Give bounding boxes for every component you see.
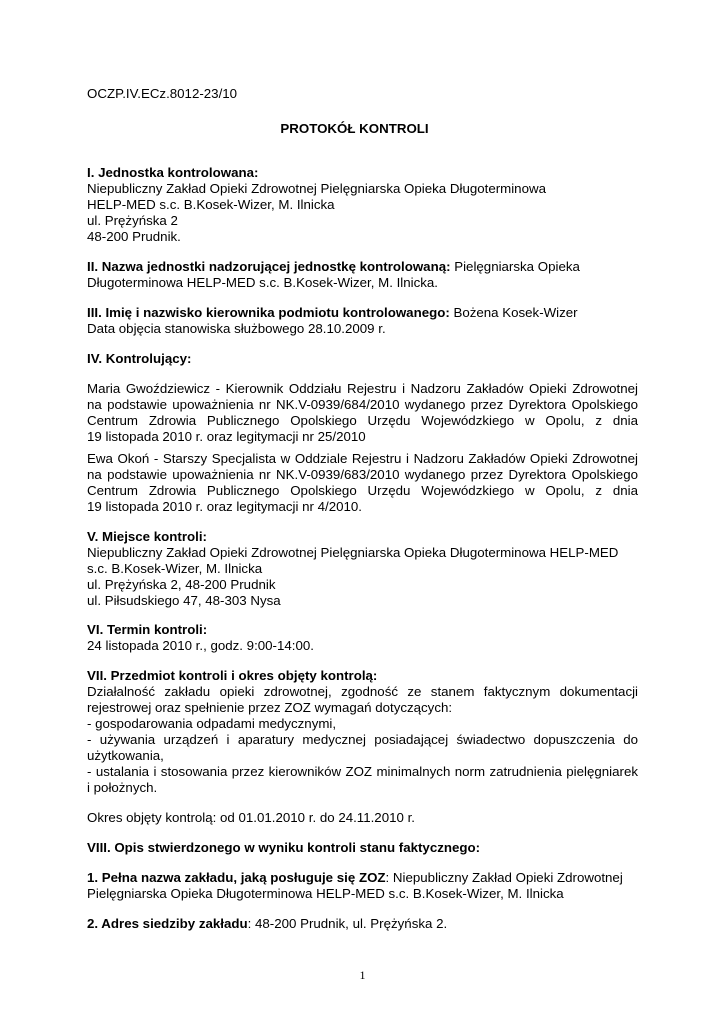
section-7-line: Działalność zakładu opieki zdrowotnej, zgodność ze stanem faktycznym dokumentacji xyxy=(87,684,638,699)
section-8-heading: VIII. Opis stwierdzonego w wyniku kontroli stanu faktycznego: xyxy=(87,840,481,855)
section-2-line2: Długoterminowa HELP-MED s.c. B.Kosek-Wizer, M. Ilnicka. xyxy=(87,275,438,290)
inspector-2-line: 19 listopada 2010 r. oraz legitymacji nr 4/2010. xyxy=(87,499,362,514)
section-7-line: - gospodarowania odpadami medycznymi, xyxy=(87,716,337,731)
inspector-1-line: Maria Gwoździewicz - Kierownik Oddziału Rejestru i Nadzoru Zakładów Opieki Zdrowotnej xyxy=(87,381,638,396)
section-5-line: Niepubliczny Zakład Opieki Zdrowotnej Pielęgniarska Opieka Długoterminowa HELP-MED xyxy=(87,545,619,560)
document-title: PROTOKÓŁ KONTROLI xyxy=(280,121,429,136)
inspector-1-line: 19 listopada 2010 r. oraz legitymacji nr 25/2010 xyxy=(87,429,366,444)
section-6-heading: VI. Termin kontroli: xyxy=(87,622,208,637)
reference-number: OCZP.IV.ECz.8012-23/10 xyxy=(87,86,238,101)
section-7-line: - ustalania i stosowania przez kierowników ZOZ minimalnych norm zatrudnienia pielęgniarek xyxy=(87,764,638,779)
section-8-item-1-label: 1. Pełna nazwa zakładu, jaką posługuje się ZOZ xyxy=(87,870,386,885)
section-4-heading: IV. Kontrolujący: xyxy=(87,351,192,366)
section-1-line: HELP-MED s.c. B.Kosek-Wizer, M. Ilnicka xyxy=(87,197,335,212)
section-7-line: - używania urządzeń i aparatury medycznej posiadającej świadectwo dopuszczenia do xyxy=(87,732,638,747)
inspection-period: Okres objęty kontrolą: od 01.01.2010 r. do 24.11.2010 r. xyxy=(87,810,415,825)
section-5-line: s.c. B.Kosek-Wizer, M. Ilnicka xyxy=(87,561,263,576)
section-8-item-1-value: : Niepubliczny Zakład Opieki Zdrowotnej xyxy=(385,870,623,885)
page-number: 1 xyxy=(359,968,366,982)
section-1-line: 48-200 Prudnik. xyxy=(87,229,181,244)
section-2-heading: II. Nazwa jednostki nadzorującej jednostkę kontrolowaną: xyxy=(87,259,451,274)
section-3-heading: III. Imię i nazwisko kierownika podmiotu kontrolowanego: xyxy=(87,305,450,320)
section-7-line: rejestrowej oraz spełnienie przez ZOZ wymagań dotyczących: xyxy=(87,700,453,715)
inspector-2-line: na podstawie upoważnienia nr NK.V-0939/683/2010 wydanego przez Dyrektora Opolskiego xyxy=(87,467,638,482)
section-1-line: Niepubliczny Zakład Opieki Zdrowotnej Pielęgniarska Opieka Długoterminowa xyxy=(87,181,546,196)
section-5-line: ul. Prężyńska 2, 48-200 Prudnik xyxy=(87,577,276,592)
section-3-line2: Data objęcia stanowiska służbowego 28.10.2009 r. xyxy=(87,321,386,336)
inspector-2-line: Centrum Zdrowia Publicznego Opolskiego Urzędu Wojewódzkiego w Opolu, z dnia xyxy=(87,483,638,498)
section-7-line: i położnych. xyxy=(87,780,158,795)
section-8-item-2 xyxy=(87,916,447,932)
section-8-item-1-line2: Pielęgniarska Opieka Długoterminowa HELP-MED s.c. B.Kosek-Wizer, M. Ilnicka xyxy=(87,886,564,901)
section-8-item-1-line1 xyxy=(87,870,623,886)
section-7-line: użytkowania, xyxy=(87,748,164,763)
section-2-line1 xyxy=(87,259,580,275)
section-3-line1 xyxy=(87,305,578,321)
section-5-heading: V. Miejsce kontroli: xyxy=(87,529,207,544)
inspector-2-line: Ewa Okoń - Starszy Specjalista w Oddziale Rejestru i Nadzoru Zakładów Opieki Zdrowotnej xyxy=(87,451,638,466)
section-7-heading: VII. Przedmiot kontroli i okres objęty kontrolą: xyxy=(87,668,378,683)
inspector-1-line: na podstawie upoważnienia nr NK.V-0939/684/2010 wydanego przez Dyrektora Opolskiego xyxy=(87,397,638,412)
section-6-line: 24 listopada 2010 r., godz. 9:00-14:00. xyxy=(87,638,314,653)
section-5-line: ul. Piłsudskiego 47, 48-303 Nysa xyxy=(87,593,281,608)
section-8-item-2-value: : 48-200 Prudnik, ul. Prężyńska 2. xyxy=(247,916,448,931)
section-1-line: ul. Prężyńska 2 xyxy=(87,213,178,228)
section-2-value: Pielęgniarska Opieka xyxy=(450,259,580,274)
section-8-item-2-label: 2. Adres siedziby zakładu xyxy=(87,916,248,931)
section-1-heading: I. Jednostka kontrolowana: xyxy=(87,165,259,180)
section-3-value: Bożena Kosek-Wizer xyxy=(449,305,578,320)
inspector-1-line: Centrum Zdrowia Publicznego Opolskiego Urzędu Wojewódzkiego w Opolu, z dnia xyxy=(87,413,638,428)
